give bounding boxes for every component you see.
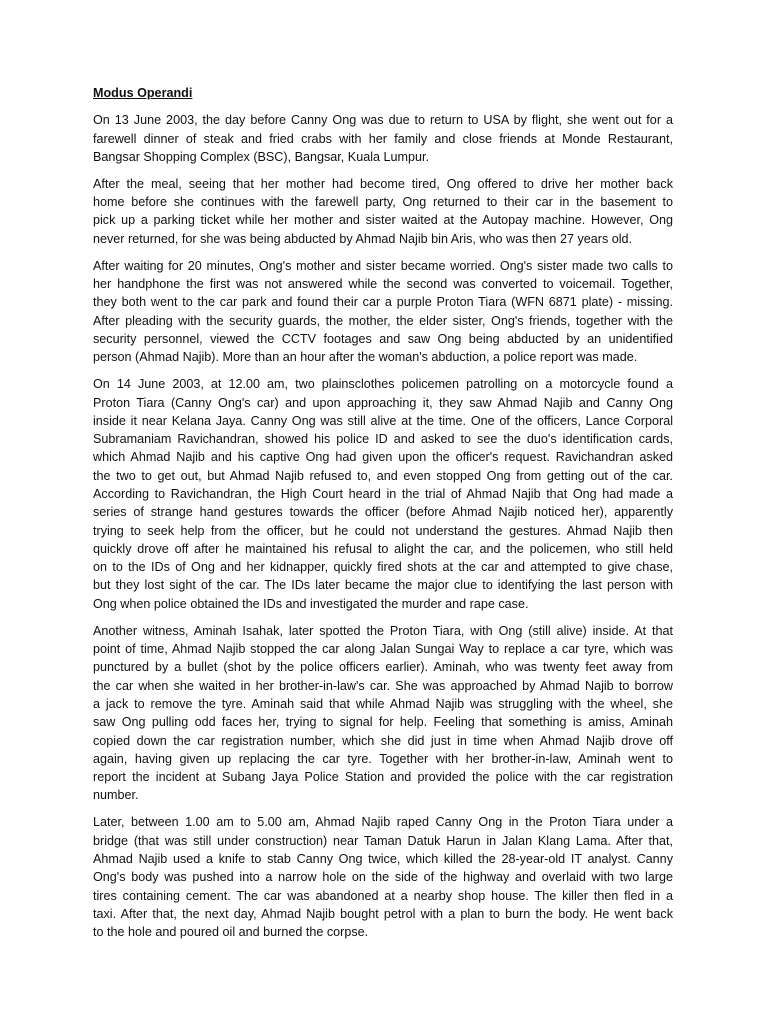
text-line: bridge (that was still under construction) near Taman Datuk Harun in Jalan Klang Lama. After that, [93, 833, 673, 848]
text-line: the two to get out, but Ahmad Najib refused to, and even stopped Ong from getting out of the car. [93, 468, 673, 483]
paragraph-witness [93, 622, 673, 805]
paragraph-abduction [93, 175, 673, 248]
text-line: Bangsar Shopping Complex (BSC), Bangsar, Kuala Lumpur. [93, 149, 430, 164]
paragraph-murder [93, 813, 673, 941]
text-line: After pleading with the security guards, the mother, the elder sister, Ong's friends, together with the [93, 313, 673, 328]
text-line: Subramaniam Ravichandran, showed his police ID and asked to see the duo's identification cards, [93, 432, 673, 447]
text-line: Ong when police obtained the IDs and investigated the murder and rape case. [93, 596, 529, 611]
text-line: trying to seek help from the officer, but he could not understand the gestures. Ahmad Najib then [93, 523, 673, 538]
text-line: report the incident at Subang Jaya Police Station and provided the police with the car registration [93, 770, 673, 785]
text-line: On 14 June 2003, at 12.00 am, two plainsclothes policemen patrolling on a motorcycle found a [93, 377, 673, 392]
text-line: again, having given up replacing the car tyre. Together with her brother-in-law, Aminah went to [93, 751, 673, 766]
paragraph-search [93, 257, 673, 367]
document-title: Modus Operandi [93, 86, 193, 100]
text-line: On 13 June 2003, the day before Canny Ong was due to return to USA by flight, she went out for a [93, 113, 673, 128]
text-line: Another witness, Aminah Isahak, later spotted the Proton Tiara, with Ong (still alive) inside. At that [93, 623, 673, 638]
text-line: person (Ahmad Najib). More than an hour after the woman's abduction, a police report was made. [93, 350, 638, 365]
text-line: tires containing cement. The car was abandoned at a nearby shop house. The killer then fled in a [93, 888, 673, 903]
text-line: which Ahmad Najib and his captive Ong had given upon the officer's request. Ravichandran asked [93, 450, 673, 465]
text-line: quickly drove off after he maintained his refusal to alight the car, and the policemen, who still held [93, 541, 673, 556]
text-line: pick up a parking ticket while her mother and sister waited at the Autopay machine. However, Ong [93, 213, 673, 228]
text-line: security personnel, viewed the CCTV footages and saw Ong being abducted by an unidentified [93, 331, 673, 346]
text-line: series of strange hand gestures towards the officer (before Ahmad Najib noticed her), apparently [93, 505, 673, 520]
text-line: never returned, for she was being abducted by Ahmad Najib bin Aris, who was then 27 years old. [93, 231, 633, 246]
text-line: Ong's body was pushed into a narrow hole on the side of the highway and overlaid with two large [93, 870, 673, 885]
text-line: After the meal, seeing that her mother had become tired, Ong offered to drive her mother back [93, 176, 673, 191]
text-line: point of time, Ahmad Najib stopped the car along Jalan Sungai Way to replace a car tyre, which was [93, 642, 673, 657]
text-line: saw Ong pulling odd faces her, trying to signal for help. Feeling that something is amiss, Aminah [93, 715, 673, 730]
text-line: on to the IDs of Ong and her kidnapper, quickly fired shots at the car and attempted to give chase, [93, 560, 673, 575]
document-page [93, 84, 673, 950]
text-line: Later, between 1.00 am to 5.00 am, Ahmad Najib raped Canny Ong in the Proton Tiara under a [93, 815, 673, 830]
text-line: farewell dinner of steak and fried crabs with her family and close friends at Monde Restaurant, [93, 131, 673, 146]
paragraph-police-encounter [93, 375, 673, 613]
text-line: copied down the car registration number, which she did just in time when Ahmad Najib drove off [93, 733, 673, 748]
text-line: Proton Tiara (Canny Ong's car) and upon approaching it, they saw Ahmad Najib and Canny Ong [93, 395, 673, 410]
text-line: taxi. After that, the next day, Ahmad Najib bought petrol with a plan to burn the body. He went back [93, 906, 673, 921]
text-line: to the hole and poured oil and burned the corpse. [93, 925, 369, 940]
text-line: home before she continues with the farewell party, Ong returned to their car in the basement to [93, 195, 673, 210]
text-line: her handphone the first was not answered while the second was converted to voicemail. Together, [93, 277, 673, 292]
text-line: they both went to the car park and found their car a purple Proton Tiara (WFN 6871 plate) - missing. [93, 295, 673, 310]
text-line: a jack to remove the tyre. Aminah said that while Ahmad Najib was struggling with the wheel, she [93, 696, 673, 711]
text-line: the car when she waited in her brother-in-law's car. She was approached by Ahmad Najib to borrow [93, 678, 673, 693]
paragraph-dinner [93, 111, 673, 166]
text-line: number. [93, 788, 139, 803]
text-line: but they lost sight of the car. The IDs later became the major clue to identifying the last person with [93, 578, 673, 593]
text-line: inside it near Kelana Jaya. Canny Ong was still alive at the time. One of the officers, Lance Corporal [93, 413, 673, 428]
text-line: Ahmad Najib used a knife to stab Canny Ong twice, which killed the 28-year-old IT analyst. Canny [93, 852, 673, 867]
text-line: punctured by a bullet (shot by the police officers earlier). Aminah, who was twenty feet away from [93, 660, 673, 675]
text-line: According to Ravichandran, the High Court heard in the trial of Ahmad Najib that Ong had made a [93, 487, 673, 501]
text-line: After waiting for 20 minutes, Ong's mother and sister became worried. Ong's sister made two calls to [93, 258, 673, 273]
